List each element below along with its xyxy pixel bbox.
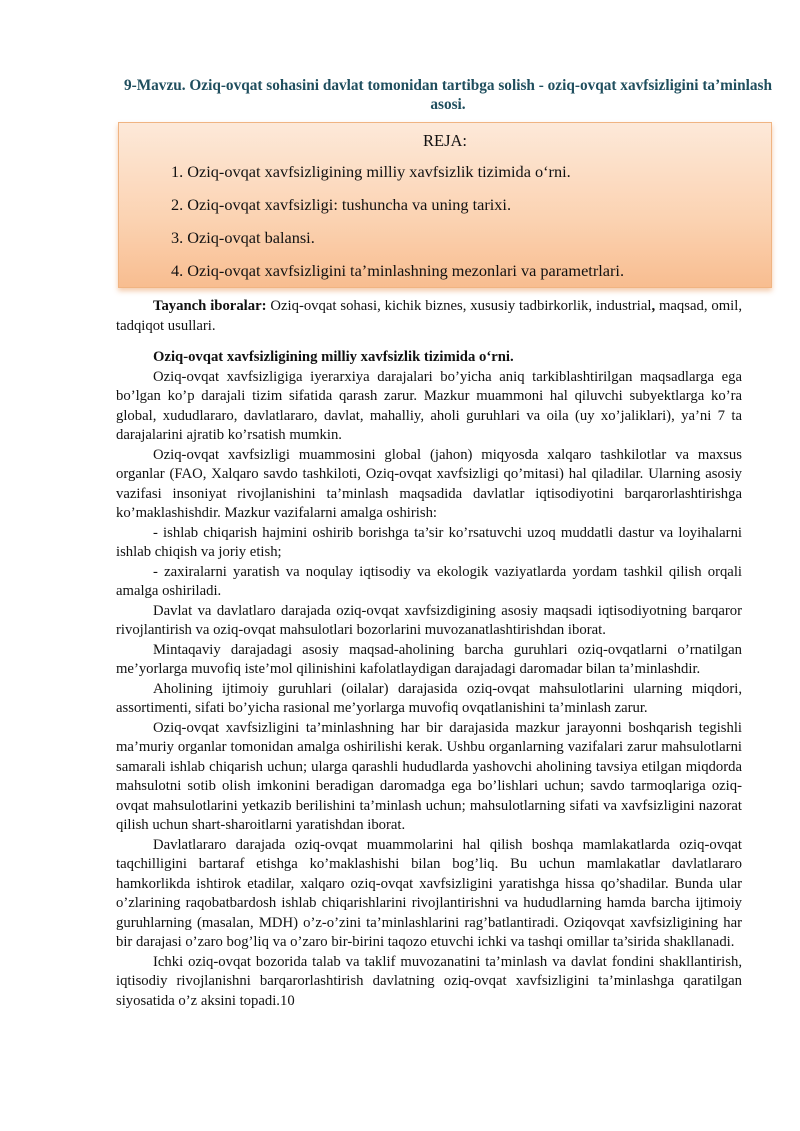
- plan-item: 2. Oziq-ovqat xavfsizligi: tushuncha va uning tarixi.: [171, 195, 512, 214]
- keywords-label: Tayanch iboralar:: [153, 298, 267, 314]
- keywords-text-continued: maqsad, omil, tadqiqot usullari.: [116, 298, 743, 334]
- body-paragraph: Ichki oziq-ovqat bozorida talab va taklif muvozanatini ta’minlash va davlat fondini shakllantirish, iqtisodiy rivojlanishni barqarorlashtirish davlatning oziq-ovqat xavfsizligini ta’minlashga qaratilgan siyosatida o’z aksini topadi.10: [116, 953, 742, 1009]
- body-paragraph: - ishlab chiqarish hajmini oshirib borishga ta’sir ko’rsatuvchi uzoq muddatli dastur va loyihalarni ishlab chiqish va joriy etish;: [116, 524, 742, 560]
- body-paragraph: Aholining ijtimoiy guruhlari (oilalar) darajasida oziq-ovqat mahsulotlarini ularning miqdori, assortimenti, sifati bo’yicha rasional me’yorlarga muvofiq ovqatlanishini ta’minlash zarur.: [116, 680, 742, 716]
- keywords-paragraph: [116, 297, 742, 336]
- body-text: [116, 297, 742, 1011]
- body-paragraph: - zaxiralarni yaratish va noqulay iqtisodiy va ekologik vaziyatlarda yordam tashkil qilish orqali amalga oshiriladi.: [116, 563, 742, 599]
- body-paragraph: Davlatlararo darajada oziq-ovqat muammolarini hal qilish boshqa mamlakatlarda oziq-ovqat taqchilligini bartaraf etishga ko’maklashishi bilan bog’liq. Bu uchun mamlakatlar davlatlararo hamkorlikda ishtirok etadilar, xalqaro oziq-ovqat xavfsizligini yaratishga hissa qo’shadilar. Bunda ular o’zlarining raqobatbardosh ishlab chiqarishlarini rivojlantirishni va hududlarning hamda barcha ijtimoiy guruhlarning (masalan, MDH) o’z-o’zini ta’minlashlarini rag’batlantiradi. Oziqovqat xavfsizligining har bir darajasi o’zaro bog’liq va o’zaro bir-birini taqozo etuvchi ichki va tashqi omillar ta’sirida shakllanadi.: [116, 836, 742, 950]
- body-paragraph: Oziq-ovqat xavfsizligi muammosini global (jahon) miqyosda xalqaro tashkilotlar va maxsus organlar (FAO, Xalqaro savdo tashkiloti, Oziq-ovqat xavfsizligi qo’mitasi) hal qiladilar. Ularning asosiy vazifasi insoniyat rivojlanishini ta’minlash maqsadida davlatlar iqtisodiyotini barqarorlashtirishga ko’maklashishdir. Mazkur vazifalarni amalga oshirish:: [116, 446, 742, 521]
- plan-item: 3. Oziq-ovqat balansi.: [171, 228, 315, 247]
- spacer: [116, 336, 742, 348]
- body-paragraph: Oziq-ovqat xavfsizligiga iyerarxiya darajalari bo’yicha aniq tarkiblashtirilgan maqsadlarga ega bo’lgan ko’p darajali tizim sifatida qarash zarur. Mazkur muammoni hal qiluvchi subyektlarga ko’ra global, xududlararo, davlatlararo, davlat, mahalliy, aholi guruhlari va oila (uy xo’jaliklari), ya’ni 7 ta darajalarini ajratib ko’rsatish mumkin.: [116, 368, 742, 443]
- plan-item: 4. Oziq-ovqat xavfsizligini ta’minlashning mezonlari va parametrlari.: [171, 261, 625, 280]
- plan-heading: REJA:: [422, 131, 467, 150]
- plan-item: 1. Oziq-ovqat xavfsizligining milliy xavfsizlik tizimida o‘rni.: [171, 162, 571, 181]
- body-paragraph: Davlat va davlatlaro darajada oziq-ovqat xavfsizdigining asosiy maqsadi iqtisodiyotning barqaror rivojlantirish va oziq-ovqat mahsulotlari bozorlarini muvozanatlashtirishdan iborat.: [116, 602, 742, 638]
- keywords-text: Oziq-ovqat sohasi, kichik biznes, xususiy tadbirkorlik, industrial: [266, 298, 652, 314]
- plan-box: [118, 122, 772, 288]
- body-paragraph: Mintaqaviy darajadagi asosiy maqsad-aholining barcha guruhlari oziq-ovqatlarni o’rnatilgan me’yorlarga muvofiq iste’mol qilinishini kafolatlaydigan darajadagi daromadar bilan ta’minlashdir.: [116, 641, 742, 677]
- page-title: 9-Mavzu. Oziq-ovqat sohasini davlat tomonidan tartibga solish - oziq-ovqat xavfsizligini ta’minlash asosi.: [123, 77, 773, 113]
- body-paragraph: Oziq-ovqat xavfsizligini ta’minlashning har bir darajasida mazkur jarayonni boshqarish tegishli ma’muriy organlar tomonidan amalga oshirilishi kerak. Ushbu organlarning vazifalari zarur mahsulotlarni samarali ishlab chiqarish uchun; ularga qarashli hududlarda yashovchi aholining tavsiya etilgan miqdorda mahsulotni sotib olish imkonini beradigan daromadga ega bo’lishlari uchun; savdo tarmoqlariga oziq-ovqat mahsulotlarini yetkazib berilishini ta’minlash uchun; mahsulotlarning sifati va xavfsizligini nazorat qilish uchun shart-sharoitlarni yaratishdan iborat.: [116, 719, 742, 833]
- section-heading: Oziq-ovqat xavfsizligining milliy xavfsizlik tizimida o‘rni.: [153, 349, 514, 365]
- keywords-comma: ,: [651, 298, 656, 314]
